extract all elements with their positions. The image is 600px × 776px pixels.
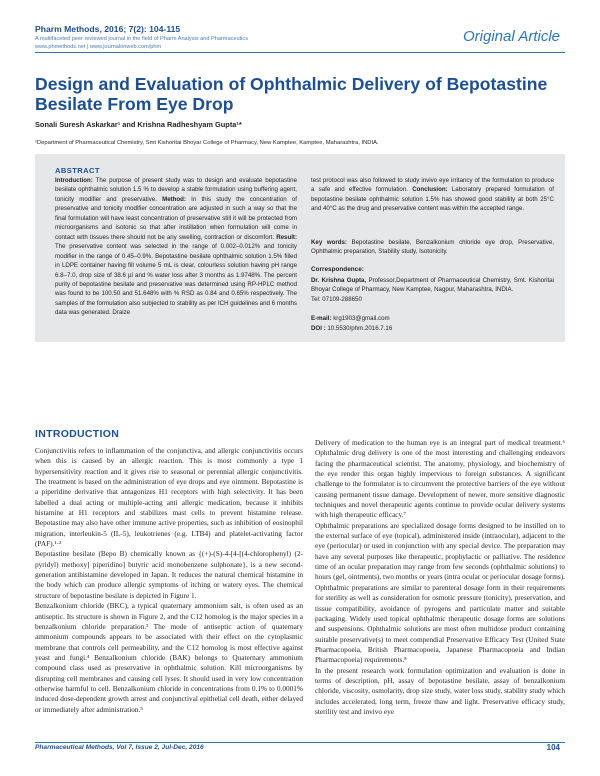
header-divider: [35, 52, 565, 53]
page-number: 104: [546, 743, 560, 752]
body-paragraph: In the present research work formulation optimization and evaluation is done in terms of description, pH, assay of bepotastine besilate, assay of benzalkonium chloride, viscosity, osmolarity, drop size study, water loss study, stability study which includes accelerated, long term, freeze thaw and light. Preservative efficacy study, sterility test and invivo eye: [315, 665, 565, 716]
intro-label: Introduction:: [55, 177, 93, 184]
journal-description-line: A multifaceted peer reviewed journal in the field of Pharm Analysis and Pharmaceutics: [35, 36, 248, 42]
correspondence-telephone: Tel: 07109-288650: [311, 295, 362, 303]
body-paragraph: Ophthalmic preparations are specialized dosage forms designed to be instilled on to the external surface of eye (topical), administered inside (intraocular), adjacent to the eye (periocular) or used in conjunction with any special device. The preparation may have any several purposes like therapeutic, prophylactic or palliative. The residence time of an ocular preparation may range from few seconds (ophthalmic solutions) to hours (gel, ointments), two months or years (intra ocular or periocular dosage forms). Ophthalmic preparations are similar to parenteral dosage form in their requirements for sterility as well as consideration for osmotic pressure (tonicity), preservation, and tissue compatibility, avoidance of pyrogens and particulate matter and suitable packaging. Widely used topical ophthalmic therapeutic dosage forms are solutions and suspensions. Ophthalmic solutions are most often multidose product containing suitable preservative(s) to meet compendial Preservative Efficacy Test (United State Pharmacopoeia, British Pharmacopoeia, Japanese Pharmacopoeia and Indian Pharmacopoeia) requirements.⁸: [315, 520, 565, 665]
abstract-continuation: test protocol was also followed to study invivo eye irritancy of the formulation to produce a safe and effective formulation.: [311, 177, 554, 194]
correspondence-name: Dr. Krishna Gupta,: [311, 277, 367, 284]
abstract-introduction: The purpose of present study was to design and evaluate bepotastine besilate ophthalmic solution 1.5 % to develop a stable formulation using buffering agent, tonicity modifier and preservative.: [55, 177, 297, 203]
doi-label: DOI :: [311, 325, 326, 332]
body-paragraph: Benzalkonium chloride (BKC), a typical quaternary ammonium salt, is often used as an antiseptic. Its structure is shown in Figure 2, and the C12 homolog is the major species in a benzalkonium chloride preparation.³ The mode of antiseptic action of quaternary ammonium compounds appears to be associated with their effect on the cytoplasmic membrane that controls cell permeability, and the C12 homolog is most effective against yeast and fungi.⁴ Benzalkonium chloride (BAK) belongs to Quaternary ammonium compound class used as preservative in ophthalmic solution. Kill microorganisms by disrupting cell membranes and causing cell lyses. It should used in very low concentration otherwise harmful to cell. Benzalkonium chloride in concentrations from 0.1% to 0.0001% induced dose-dependent growth arrest and conjunctival epithelial cell death, either delayed or immediately after administration.⁵: [35, 601, 303, 714]
abstract-left-column: [55, 176, 297, 318]
paper-title: Design and Evaluation of Ophthalmic Delivery of Bepotastine Besilate From Eye Drop: [35, 74, 548, 114]
introduction-heading: INTRODUCTION: [35, 428, 120, 440]
body-paragraph: Bepotastine besilate (Bepo B) chemically known as {(+)-(S)-4-[4-[(4-chlorophenyl) (2-pyridyl) methoxy] piperidino] butyric acid monobenzene sulphonate}, is a new second-generation antihistamine developed in Japan. It reduces the natural chemical histamine in the body which can produce allergic symptoms of itching or watery eyes. The chemical structure of bepotastine besilate is depicted in Figure 1.: [35, 549, 303, 600]
conclusion-label: Conclusion:: [412, 186, 448, 194]
result-label: Result:: [276, 233, 297, 241]
abstract-result: The preservative content was selected in the range of 0.002–0.012% and tonicity modifier in the range of 0.45–0.9%. Bepotastine besilate ophthalmic solution 1.5% filled in LDPE container having fill volume 5 mL is clear, colourless solution having pH range 6.8–7.0, drop size of 38.6 µl and % water loss after 3 months as 1.9748%. The percent purity of bepotastine besilate and preservative was determined using RP-HPLC method was found to be 100.50 and 51.648% with % RSD as 0.84 and 0.65% respectively. The samples of the formulation also subjected to stability as per ICH guidelines and 6 months data was generated. Draize: [55, 243, 297, 317]
correspondence-heading: Correspondence:: [311, 266, 364, 273]
email-label: E-mail:: [311, 315, 332, 322]
doi-line: [311, 324, 554, 333]
footer-divider: [35, 742, 565, 743]
doi-value[interactable]: 10.5530/phm.2016.7.16: [327, 325, 393, 332]
author-list: Sonali Suresh Askarkar¹ and Krishna Radheshyam Gupta¹*: [35, 120, 242, 129]
keywords-label: Key words:: [311, 239, 347, 246]
keywords-list: Bepotastine besilate, Benzalkonium chloride eye drop, Preservative, Ophthalmic preparation, Stability study, Isotonicity.: [311, 239, 554, 256]
body-paragraph: Delivery of medication to the human eye is an integral part of medical treatment.⁶ Ophthalmic drug delivery is one of the most interesting and challenging endeavors facing the pharmaceutical scientist. The anatomy, physiology, and biochemistry of the eye render this organ highly impervious to foreign substances. A significant challenge to the formulator is to circumvent the protective barriers of the eye without causing permanent tissue damage. Development of newer, more sensitive diagnostic techniques and novel therapeutic agents continue to provide ocular delivery systems with high therapeutic efficacy.⁷: [315, 438, 565, 520]
email-address[interactable]: krg1903@gmail.com: [333, 315, 390, 322]
body-paragraph: Conjunctivitis refers to inflammation of the conjunctiva, and allergic conjunctivitis occurs when this is caused by an allergic reaction. This is most commonly a type 1 hypersensitivity reaction and it gives rise to seasonal or perennial allergic conjunctivitis. The treatment is based on the administration of eye drops and eye ointment. Bepotastine is a piperidine derivative that antagonizes H1 receptors with high selectivity. It has been labelled a dual acting or multiple-acting anti allergic medication, because it inhibits histamine at H1 receptors and stabilizes mast cells to prevent histamine release. Bepotastine may also have other immune active properties, such as inhibition of eosinophil migration, interleukin-5 (IL-5), leukotrienes (e.g. LTB4) and platelet-activating factor (PAF).¹·²: [35, 446, 303, 549]
abstract-conclusion: Laboratory prepared formulation of bepotastine besilate ophthalmic solution 1.5% has showed good stability at both 25°C and 40°C as the drug and preservative content was within the accepted range.: [311, 186, 554, 213]
journal-citation: Pharm Methods, 2016; 7(2): 104-115: [35, 24, 181, 34]
keywords: [311, 238, 554, 257]
journal-website-line: www.phmethods.net | www.journalonweb.com/phm: [35, 43, 162, 50]
journal-description: [35, 36, 295, 51]
body-right-column: [315, 438, 565, 717]
correspondence-block: [311, 276, 554, 304]
author-affiliation: ¹Department of Pharmaceutical Chemistry, Smt Kishoritai Bhoyar College of Pharmacy, New Kamptee, Kamptee, Maharashtra, INDIA.: [35, 140, 379, 146]
abstract-heading: ABSTRACT: [55, 166, 100, 175]
correspondence-email: [311, 314, 554, 323]
abstract-method: In this study the concentration of preservative and tonicity modifier concentration are adjusted in such a way so that the final formulation will have least concentration of preservative still it will be protected from microorganisms and isotonic so that after instillation when formulation will come in contact with tissues there should not be any swelling, contraction or discomfort.: [55, 195, 297, 241]
body-left-column: [35, 446, 303, 715]
abstract-right-column: [311, 176, 554, 214]
correspondence-address: Professor,Department of Pharmaceutical Chemistry, Smt. Kishoritai Bhoyar College of Pharmacy, New Kamptee, Nagpur, Maharashtra, INDIA.: [311, 277, 554, 294]
method-label: Method:: [162, 195, 186, 203]
article-type-label: Original Article: [463, 28, 560, 45]
footer-journal-info: Pharmaceutical Methods, Vol 7, Issue 2, Jul-Dec, 2016: [35, 744, 204, 751]
